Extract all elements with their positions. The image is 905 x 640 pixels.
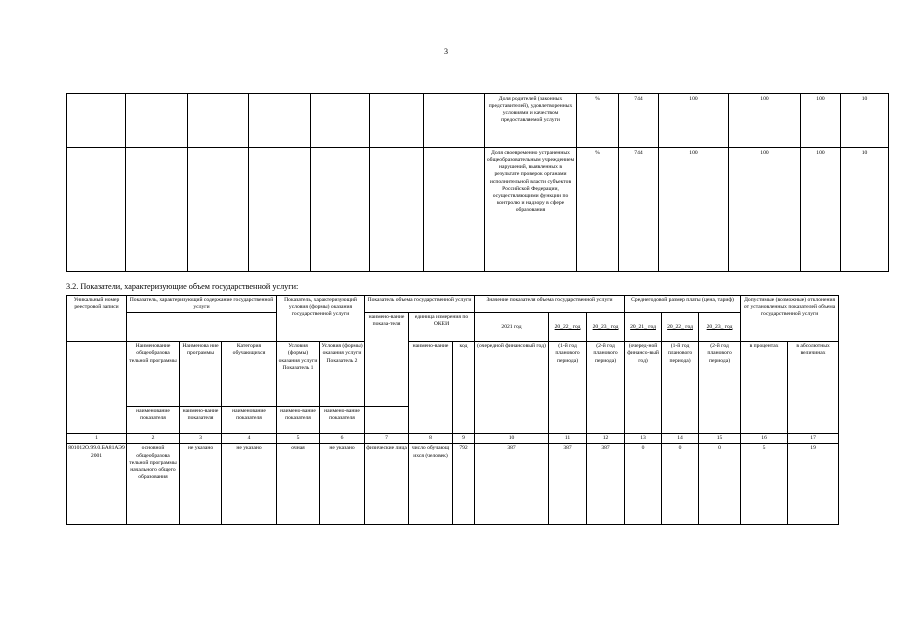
column-number-row: 1 2 3 4 5 6 7 8 9 10 11 12 13 14 15 16 17 [67, 434, 839, 444]
page-number: 3 [444, 47, 448, 56]
header-cell: Условия (формы) оказания услуги Показатель 1 [277, 342, 320, 407]
okei: 744 [619, 148, 659, 272]
header-cell: наимено-вание показателя [320, 407, 365, 434]
header-cell: в абсолютных величинах [788, 342, 839, 434]
okei: 744 [619, 94, 659, 148]
header-cell: Наименование общеобразова тельной программы [127, 342, 180, 407]
section-title: 3.2. Показатели, характеризующие объем государственной услуги: [66, 282, 299, 291]
header-cell: в процентах [741, 342, 788, 434]
header-row [67, 313, 839, 342]
header-cell: (очеред-ной финансо-вый год) [625, 342, 662, 434]
deviation: 10 [841, 148, 889, 272]
indicator-name: Доля своевременно устраненных общеобразовательным учреждением нарушений, выявленных в результате проверок органами исполнительной власти субъектов Российской Федерации, осуществляющими функции по контролю и надзору в сфере образования [485, 148, 577, 272]
header-cell: наимено-вание показа-теля [365, 313, 409, 407]
header-cell: (1-й год планового периода) [662, 342, 699, 434]
header-cell: 20_22_ год [549, 313, 587, 342]
header-cell: наимено-вание показателя [277, 407, 320, 434]
header-cell: (1-й год планового периода) [549, 342, 587, 434]
header-cell: код [453, 342, 475, 434]
header-cell: 20_22_ год [662, 313, 699, 342]
value: 100 [801, 148, 841, 272]
table-row [67, 94, 889, 148]
header-cell: (2-й год планового периода) [699, 342, 741, 434]
indicator-name: Доля родителей (законных представителей), удовлетворенных условиями и качеством предоставляемой услуги [485, 94, 577, 148]
table-row [67, 148, 889, 272]
header-cell: 2021 год [475, 313, 549, 342]
header-cell: Показатель, характеризующий условия (формы) оказания государственной услуги [277, 296, 365, 342]
unit: % [577, 94, 619, 148]
header-cell: наименование показателя [127, 407, 180, 434]
value: 100 [729, 94, 801, 148]
header-cell: (2-й год планового периода) [587, 342, 625, 434]
volume-indicators-table [66, 295, 839, 525]
header-cell: Показатель объема государственной услуги [365, 296, 475, 313]
quality-indicators-table [66, 93, 889, 272]
header-cell: наимено-вание [409, 342, 453, 434]
header-cell: Среднегодовой размер платы (цена, тариф) [625, 296, 741, 313]
header-cell: наимено-вание показателя [180, 407, 222, 434]
header-cell: единица измерения по ОКЕИ [409, 313, 475, 342]
header-cell: Наименова ние программы [180, 342, 222, 407]
header-cell: Значение показателя объема государственной услуги [475, 296, 625, 313]
header-cell: 20_21_ год [625, 313, 662, 342]
header-cell: 20_23_ год [587, 313, 625, 342]
header-cell: Условия (формы) оказания услуги Показатель 2 [320, 342, 365, 407]
table-row: 801012О.99.0.БА81АЭ92001 основной общеобразова тельной программы начального общего образования не указано не указано очная не указано физические лица число обучающ ихся (человек) 792 387 387 387 0 0 0 5 19 [67, 444, 839, 525]
unit: % [577, 148, 619, 272]
header-cell: наименование показателя [222, 407, 277, 434]
value: 100 [659, 148, 729, 272]
deviation: 10 [841, 94, 889, 148]
header-row [67, 296, 839, 313]
header-cell: (очередной финансовый год) [475, 342, 549, 434]
value: 100 [729, 148, 801, 272]
registry-number: 801012О.99.0.БА81АЭ92001 [67, 444, 127, 525]
header-cell: Категория обучающихся [222, 342, 277, 407]
header-cell: Допустимые (возможные) отклонения от установленных показателей объема государственной услуги [741, 296, 839, 342]
value: 100 [801, 94, 841, 148]
header-cell: 20_23_ год [699, 313, 741, 342]
header-cell: Уникальный номер реестровой записи [67, 296, 127, 342]
value: 100 [659, 94, 729, 148]
header-cell: Показатель, характеризующий содержание государственной услуги [127, 296, 277, 313]
